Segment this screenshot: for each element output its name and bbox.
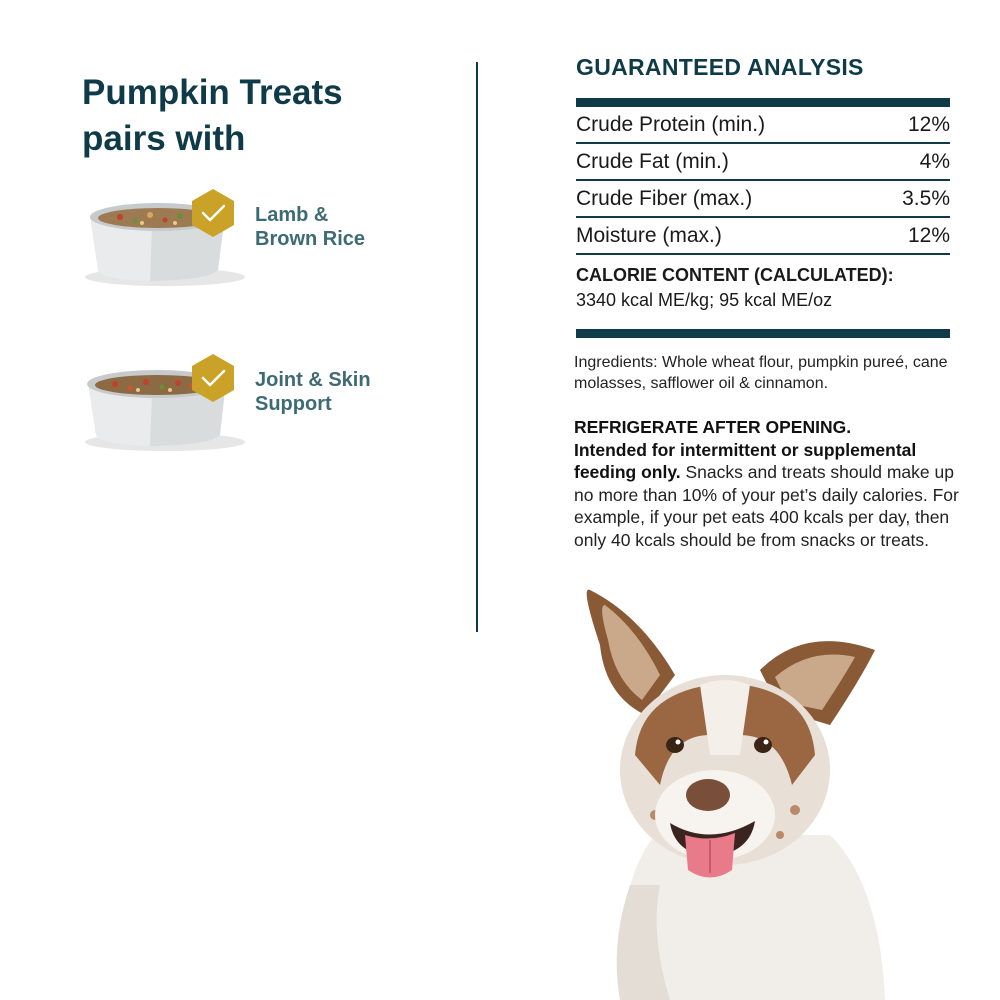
guaranteed-analysis-panel	[576, 52, 950, 338]
analysis-row-crude-fiber	[576, 181, 950, 218]
pairs-title-line2: pairs with	[82, 119, 246, 158]
analysis-row-label: Crude Fiber (max.)	[576, 186, 753, 210]
analysis-row-moisture	[576, 218, 950, 255]
analysis-row-label: Crude Protein (min.)	[576, 112, 766, 136]
pairing-label-line2: Brown Rice	[255, 228, 366, 250]
guaranteed-analysis-title: GUARANTEED ANALYSIS	[576, 54, 864, 80]
calorie-content-value: 3340 kcal ME/kg; 95 kcal ME/oz	[576, 290, 833, 310]
feeding-body-text: Snacks and treats should make up no more than 10% of your pet’s daily calories. For example, if your pet eats 400 kcals per day, then only 40 kcals should be from snacks or treats.	[574, 462, 959, 550]
analysis-row-label: Moisture (max.)	[576, 223, 722, 247]
analysis-table	[576, 107, 950, 255]
analysis-row-label: Crude Fat (min.)	[576, 149, 729, 173]
calorie-content-title: CALORIE CONTENT (CALCULATED):	[576, 265, 894, 285]
analysis-row-crude-fat	[576, 144, 950, 181]
pairing-item-joint-skin-support	[80, 350, 410, 460]
pairing-label	[255, 368, 371, 416]
dog-photo	[560, 585, 920, 1000]
analysis-row-value: 4%	[919, 149, 950, 173]
pairing-label-line2: Support	[255, 393, 332, 415]
analysis-top-bar	[576, 98, 950, 107]
analysis-bottom-bar	[576, 329, 950, 338]
pairing-item-lamb-brown-rice	[80, 185, 410, 295]
pairs-title	[82, 70, 343, 162]
refrigerate-notice: REFRIGERATE AFTER OPENING.	[574, 417, 852, 437]
food-bowl-image	[80, 185, 255, 295]
analysis-row-crude-protein	[576, 107, 950, 144]
pairing-label	[255, 203, 365, 251]
analysis-row-value: 12%	[907, 223, 950, 247]
pairing-label-line1: Joint & Skin	[255, 369, 371, 391]
ingredients-text: Ingredients: Whole wheat flour, pumpkin pureé, cane molasses, safflower oil & cinnamon.	[574, 354, 948, 392]
analysis-row-value: 12%	[907, 112, 950, 136]
analysis-row-value: 3.5%	[902, 186, 950, 210]
pairing-label-line1: Lamb &	[255, 204, 329, 226]
intended-use-notice: Intended for intermittent or supplemental feeding only.	[574, 439, 917, 482]
food-bowl-image	[80, 350, 255, 460]
vertical-divider	[476, 62, 478, 632]
pairs-title-line1: Pumpkin Treats	[82, 73, 343, 112]
feeding-guidelines	[574, 416, 964, 551]
